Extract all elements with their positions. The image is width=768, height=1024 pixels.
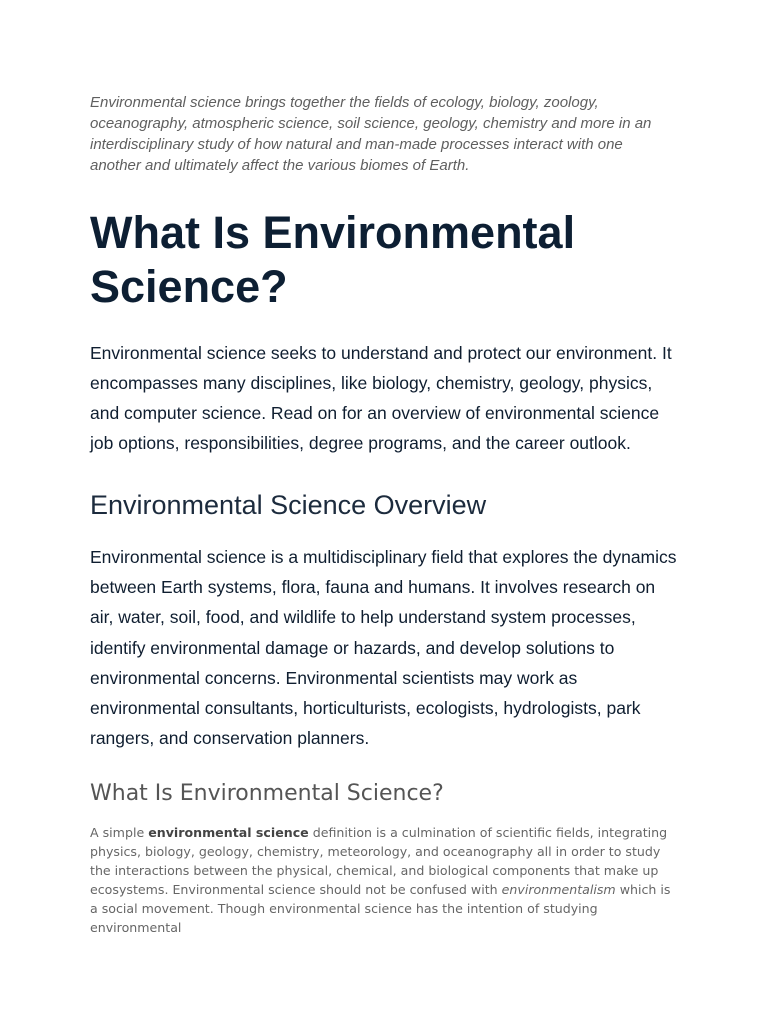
lead-paragraph: Environmental science seeks to understand and protect our environment. It encompasses many disciplines, like biology, chemistry, geology, physics, and computer science. Read on for an overview of environmental science job options, responsibilities, degree programs, and the career outlook. [90,343,672,453]
main-heading: What Is Environmental Science? [90,207,576,312]
definition-contrast-term: environmentalism [501,882,616,898]
definition-middle: definition is a culmination of scientific fields, integrating physics, biology, geology, chemistry, meteorology, and oceanography all in order to study the interactions between the physical, chemical, and biological components that make up ecosystems. Environmental science should not be confused with [90,825,668,898]
definition-prefix: A simple [90,825,149,841]
overview-paragraph: Environmental science is a multidisciplinary field that explores the dynamics between Earth systems, flora, fauna and humans. It involves research on air, water, soil, food, and wildlife to help understand system processes, identify environmental damage or hazards, and develop solutions to environmental concerns. Environmental scientists may work as environmental consultants, horticulturists, ecologists, hydrologists, park rangers, and conservation planners. [90,547,677,749]
definition-paragraph [90,823,675,937]
intro-paragraph: Environmental science brings together the fields of ecology, biology, zoology, oceanography, atmospheric science, soil science, geology, chemistry and more in an interdisciplinary study of how natural and man-made processes interact with one another and ultimately affect the various biomes of Earth. [90,94,652,174]
definition-suffix: which is a social movement. Though environmental science has the intention of studying environmental [90,882,671,936]
overview-heading: Environmental Science Overview [90,490,487,520]
definition-heading: What Is Environmental Science? [90,781,444,807]
definition-term: environmental science [148,825,309,841]
